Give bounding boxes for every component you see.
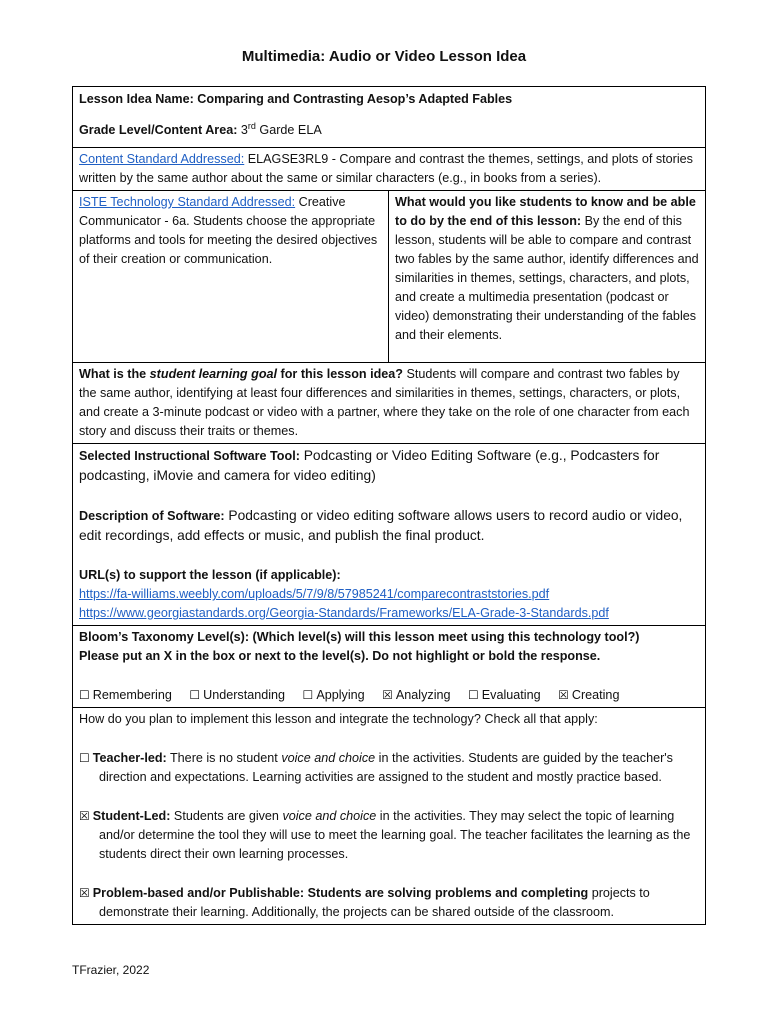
lesson-table [72,86,706,925]
software-row [73,444,706,626]
bloom-row [73,626,706,708]
url-link-1[interactable]: https://fa-williams.weebly.com/uploads/5/7/9/8/57985241/comparecontraststories.pdf [79,587,550,601]
footer-credit: TFrazier, 2022 [72,963,150,977]
checked-box-icon[interactable]: ☒ [382,688,393,702]
bloom-level-analyzing[interactable]: ☒ Analyzing [382,688,451,702]
student-led-option[interactable]: ☒ Student-Led: Students are given voice and choice in the activities. They may select the topic of learning and/or determine the tool they will use to meet the learning goal. The teacher facilitates the learning as the students direct their own learning processes. [79,809,691,861]
checkbox-icon[interactable]: ☐ [302,688,314,702]
checkbox-icon[interactable]: ☐ [189,688,201,702]
know-and-do: What would you like students to know and be able to do by the end of this lesson: By the end of this lesson, students will be able to compare and contrast two fables by the same author, identify differences and similarities in themes, settings, characters, and plots, and create a multimedia presentation (podcast or video) demonstrating their understanding of the fables and their elements. [395,195,699,342]
page-title: Multimedia: Audio or Video Lesson Idea [241,48,527,65]
iste-standard: ISTE Technology Standard Addressed: Creative Communicator - 6a. Students choose the appropriate platforms and tools for meeting the desired objectives of their creation or communication. [79,195,378,266]
implementation-row [73,708,706,925]
grade-level: Grade Level/Content Area: 3rd Garde ELA [79,121,322,138]
software-description: Description of Software: Podcasting or video editing software allows users to record audio or video, edit recordings, add effects or music, and publish the final product. [79,508,683,543]
checked-box-icon[interactable]: ☒ [79,809,90,823]
bloom-level-applying[interactable]: ☐ Applying [302,688,365,702]
software-tool: Selected Instructional Software Tool: Podcasting or Video Editing Software (e.g., Podcasters for podcasting, iMovie and camera for video editing) [79,448,660,483]
bloom-level-evaluating[interactable]: ☐ Evaluating [468,688,541,702]
iste-standard-link[interactable]: ISTE Technology Standard Addressed: [79,195,296,209]
url-label: URL(s) to support the lesson (if applicable): [79,568,341,582]
bloom-levels [79,686,699,705]
checkbox-icon[interactable]: ☐ [468,688,479,702]
checked-box-icon[interactable]: ☒ [79,886,90,900]
teacher-led-option[interactable]: ☐ Teacher-led: There is no student voice and choice in the activities. Students are guided by the teacher's direction and expectations. Learning activities are assigned to the student and mostly practice based. [79,751,673,784]
content-standard-row [73,148,706,191]
learning-goal-row [73,363,706,444]
bloom-level-creating[interactable]: ☒ Creating [558,688,620,702]
content-standard-link[interactable]: Content Standard Addressed: [79,152,245,166]
checked-box-icon[interactable]: ☒ [558,688,569,702]
learning-goal: What is the student learning goal for this lesson idea? Students will compare and contrast two fables by the same author, identifying at least four differences and similarities in themes, settings, characters, or plots, and create a 3-minute podcast or video with a partner, where they take on the role of one character from each story and discuss their traits or themes. [79,367,690,438]
bloom-level-remembering[interactable]: ☐ Remembering [79,688,172,702]
bloom-question: Bloom’s Taxonomy Level(s): (Which level(s) will this lesson meet using this technology tool?) [79,630,640,644]
bloom-level-understanding[interactable]: ☐ Understanding [189,688,286,702]
url-link-2[interactable]: https://www.georgiastandards.org/Georgia-Standards/Frameworks/ELA-Grade-3-Standards.pdf [79,606,609,620]
lesson-name: Lesson Idea Name: Comparing and Contrasting Aesop’s Adapted Fables [79,92,513,106]
content-standard: Content Standard Addressed: ELAGSE3RL9 - Compare and contrast the themes, settings, and plots of stories written by the same author about the same or similar characters (e.g., in books from a series). [79,152,693,185]
implementation-question: How do you plan to implement this lesson and integrate the technology? Check all that apply: [79,712,598,726]
checkbox-icon[interactable]: ☐ [79,751,90,765]
problem-based-option[interactable]: ☒ Problem-based and/or Publishable: Students are solving problems and completing projects to demonstrate their learning. Additionally, the projects can be shared outside of the classroom. [79,886,650,919]
lesson-header-row [73,87,706,148]
standards-row [73,191,706,363]
checkbox-icon[interactable]: ☐ [79,688,90,702]
bloom-instructions: Please put an X in the box or next to the level(s). Do not highlight or bold the response. [79,649,601,663]
